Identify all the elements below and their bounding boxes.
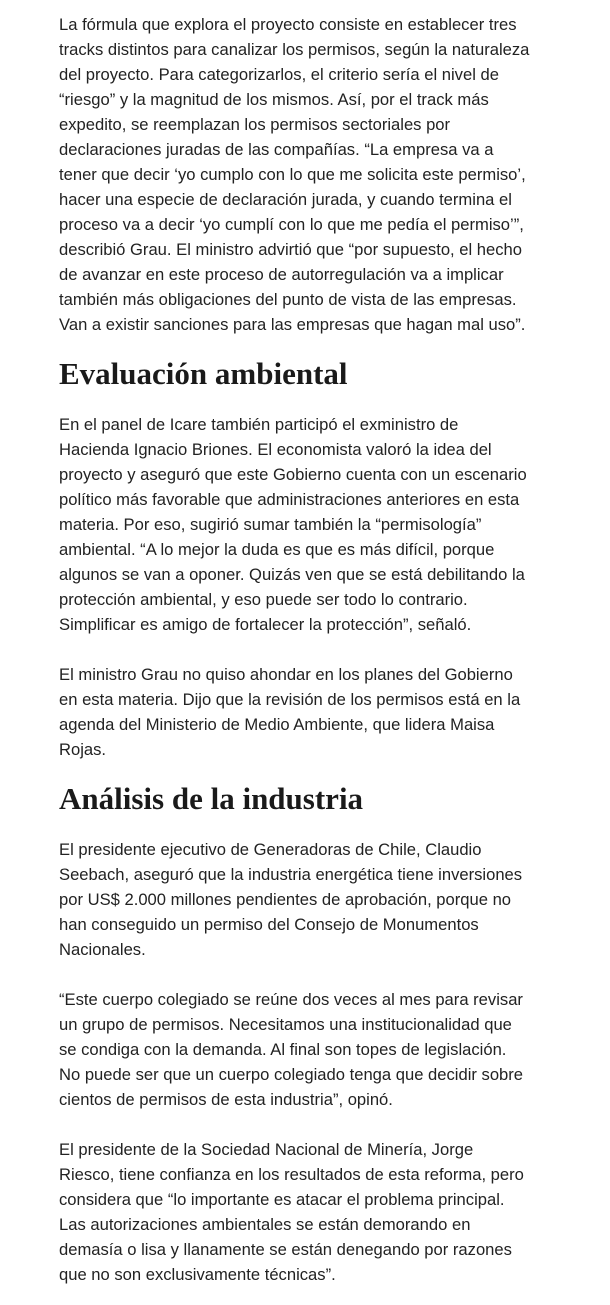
text-line: Las autorizaciones ambientales se están demorando en — [59, 1215, 471, 1234]
text-line: El presidente ejecutivo de Generadoras de Chile, Claudio — [59, 840, 482, 859]
text-line: expedito, se reemplazan los permisos sectoriales por — [59, 115, 451, 134]
text-line: tracks distintos para canalizar los permisos, según la naturaleza — [59, 40, 530, 59]
text-line: proyecto y aseguró que este Gobierno cuenta con un escenario — [59, 465, 527, 484]
text-line: ambiental. “A lo mejor la duda es que es más difícil, porque — [59, 540, 495, 559]
text-line: Simplificar es amigo de fortalecer la protección”, señaló. — [59, 615, 472, 634]
text-line: Riesco, tiene confianza en los resultados de esta reforma, pero — [59, 1165, 524, 1184]
article-body — [59, 12, 559, 1287]
text-line: No puede ser que un cuerpo colegiado tenga que decidir sobre — [59, 1065, 524, 1084]
text-line: El presidente de la Sociedad Nacional de Minería, Jorge — [59, 1140, 474, 1159]
text-line: tener que decir ‘yo cumplo con lo que me solicita este permiso’, — [59, 165, 526, 184]
text-line: también más obligaciones del punto de vista de las empresas. — [59, 290, 517, 309]
text-line: algunos se van a oponer. Quizás ven que se está debilitando la — [59, 565, 525, 584]
section-heading-evaluacion-ambiental: Evaluación ambiental — [59, 356, 348, 391]
text-line: describió Grau. El ministro advirtió que “por supuesto, el hecho — [59, 240, 523, 259]
article-paragraph — [59, 12, 559, 337]
text-line: Nacionales. — [59, 940, 146, 959]
article-paragraph — [59, 662, 559, 762]
article-paragraph — [59, 837, 559, 962]
text-line: Seebach, aseguró que la industria energética tiene inversiones — [59, 865, 523, 884]
text-line: por US$ 2.000 millones pendientes de aprobación, porque no — [59, 890, 512, 909]
text-line: político más favorable que administraciones anteriores en esta — [59, 490, 520, 509]
text-line: agenda del Ministerio de Medio Ambiente, que lidera Maisa — [59, 715, 495, 734]
text-line: Rojas. — [59, 740, 107, 759]
text-line: de avanzar en este proceso de autorregulación va a implicar — [59, 265, 504, 284]
text-line: demasía o lisa y llanamente se están denegando por razones — [59, 1240, 512, 1259]
text-line: Hacienda Ignacio Briones. El economista valoró la idea del — [59, 440, 492, 459]
text-line: protección ambiental, y eso puede ser todo lo contrario. — [59, 590, 468, 609]
text-line: del proyecto. Para categorizarlos, el criterio sería el nivel de — [59, 65, 499, 84]
text-line: “riesgo” y la magnitud de los mismos. Así, por el track más — [59, 90, 489, 109]
text-line: un grupo de permisos. Necesitamos una institucionalidad que — [59, 1015, 512, 1034]
text-line: considera que “lo importante es atacar el problema principal. — [59, 1190, 505, 1209]
text-line: cientos de permisos de esta industria”, opinó. — [59, 1090, 393, 1109]
text-line: Van a existir sanciones para las empresas que hagan mal uso”. — [59, 315, 526, 334]
text-line: El ministro Grau no quiso ahondar en los planes del Gobierno — [59, 665, 513, 684]
text-line: materia. Por eso, sugirió sumar también la “permisología” — [59, 515, 482, 534]
text-line: que no son exclusivamente técnicas”. — [59, 1265, 336, 1284]
text-line: En el panel de Icare también participó el exministro de — [59, 415, 459, 434]
text-line: declaraciones juradas de las compañías. “La empresa va a — [59, 140, 494, 159]
text-line: han conseguido un permiso del Consejo de Monumentos — [59, 915, 479, 934]
text-line: “Este cuerpo colegiado se reúne dos veces al mes para revisar — [59, 990, 523, 1009]
text-line: se condiga con la demanda. Al final son topes de legislación. — [59, 1040, 507, 1059]
article-paragraph — [59, 987, 559, 1112]
text-line: proceso va a decir ‘yo cumplí con lo que me pedía el permiso’”, — [59, 215, 524, 234]
section-heading-analisis-industria: Análisis de la industria — [59, 781, 364, 816]
text-line: La fórmula que explora el proyecto consiste en establecer tres — [59, 15, 517, 34]
text-line: en esta materia. Dijo que la revisión de los permisos está en la — [59, 690, 521, 709]
text-line: hacer una especie de declaración jurada, y cuando termina el — [59, 190, 512, 209]
article-paragraph — [59, 1137, 559, 1287]
article-paragraph — [59, 412, 559, 637]
